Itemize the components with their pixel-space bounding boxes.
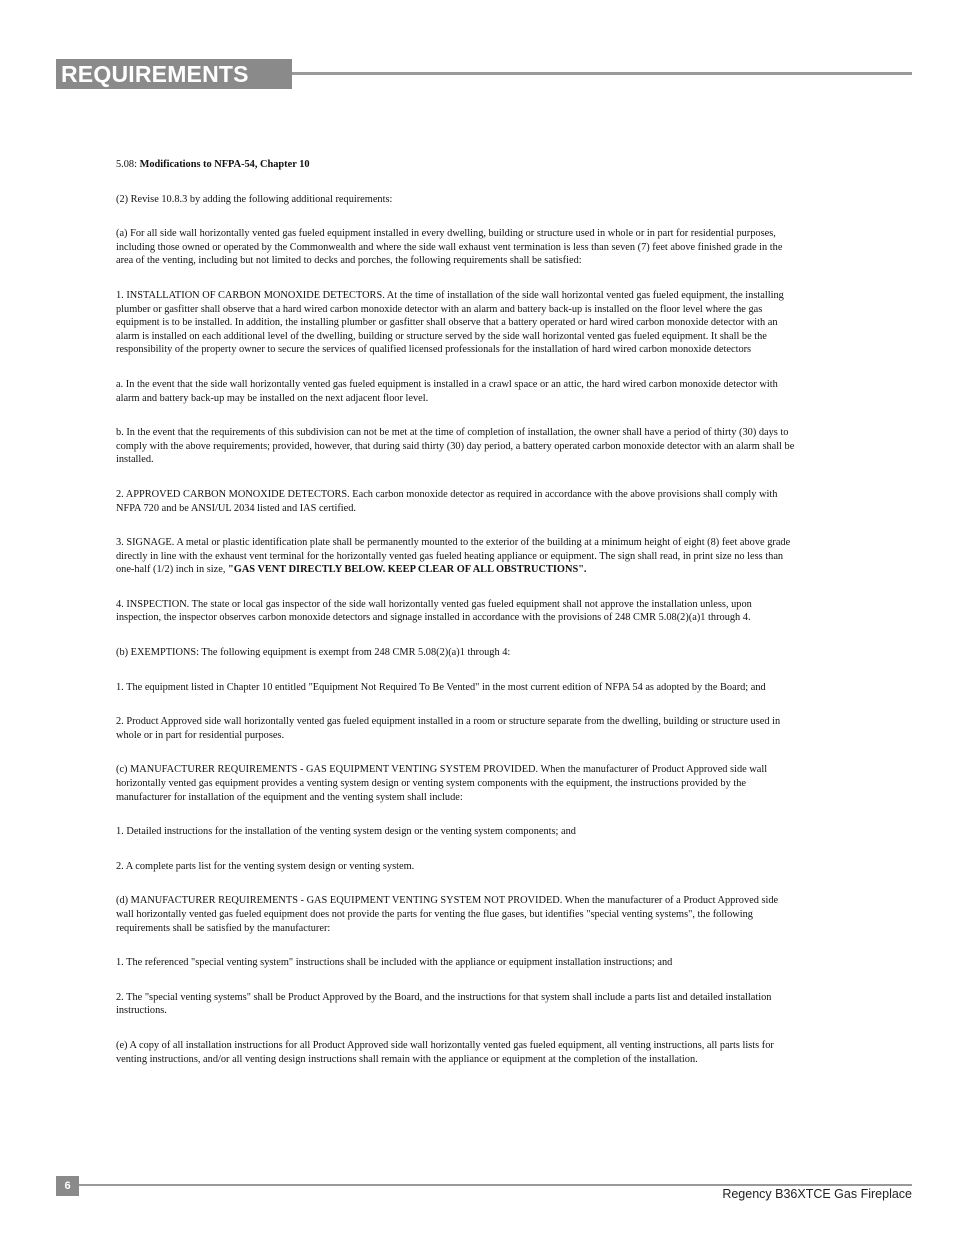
paragraph: 2. Product Approved side wall horizontally vented gas fueled equipment installed in a room or structure separate from the dwelling, building or structure used in whole or in part for residential purposes.: [116, 716, 781, 741]
section-title: Modifications to NFPA-54, Chapter 10: [139, 159, 310, 170]
paragraph: (e) A copy of all installation instructions for all Product Approved side wall horizontally vented gas fueled equipment, all venting instructions, all parts lists for venting instructions, and/or all venting design instructions shall remain with the appliance or equipment at the completion of the installation.: [116, 1039, 774, 1065]
footer-divider: [79, 1184, 912, 1186]
paragraph: (d) MANUFACTURER REQUIREMENTS - GAS EQUIPMENT VENTING SYSTEM NOT PROVIDED. When the manufacturer of a Product Approved side wall horizontally vented gas fueled equipment does not provide the parts for venting the flue gases, but identifies "special venting systems", the following requirements shall be satisfied by the manufacturer:: [116, 895, 779, 934]
paragraph: b. In the event that the requirements of this subdivision can not be met at the time of completion of installation, the owner shall have a period of thirty (30) days to comply with the above requirements; provided, however, that during said thirty (30) day period, a battery operated carbon monoxide detector with an alarm shall be installed.: [116, 427, 795, 466]
paragraph: a. In the event that the side wall horizontally vented gas fueled equipment is installed in a crawl space or an attic, the hard wired carbon monoxide detector with alarm and battery back-up may be installed on the next adjacent floor level.: [116, 378, 778, 404]
paragraph: 2. The "special venting systems" shall be Product Approved by the Board, and the instructions for that system shall include a parts list and detailed installation instructions.: [116, 991, 772, 1017]
paragraph: (a) For all side wall horizontally vented gas fueled equipment installed in every dwelling, building or structure used in whole or in part for residential purposes, including those owned or operated by the Commonwealth and where the side wall exhaust vent termination is less than seven (7) feet above finished grade in the area of the venting, including but not limited to decks and porches, the following requirements shall be satisfied:: [116, 228, 783, 267]
paragraph: 1. The equipment listed in Chapter 10 entitled "Equipment Not Required To Be Vented" in the most current edition of NFPA 54 as adopted by the Board; and: [116, 681, 766, 693]
document-body: [116, 158, 796, 1066]
document-title: Regency B36XTCE Gas Fireplace: [722, 1187, 912, 1201]
header-divider: [292, 72, 912, 75]
paragraph: 1. Detailed instructions for the installation of the venting system design or the venting system components; and: [116, 826, 576, 838]
paragraph: (c) MANUFACTURER REQUIREMENTS - GAS EQUIPMENT VENTING SYSTEM PROVIDED. When the manufacturer of Product Approved side wall horizontally vented gas equipment provides a venting system design or venting system components with the equipment, the instructions provided by the manufacturer for installation of the equipment and the venting system shall include:: [116, 764, 768, 803]
paragraph: 1. The referenced "special venting system" instructions shall be included with the appliance or equipment installation instructions; and: [116, 957, 673, 969]
paragraph: (b) EXEMPTIONS: The following equipment is exempt from 248 CMR 5.08(2)(a)1 through 4:: [116, 647, 511, 659]
paragraph: 4. INSPECTION. The state or local gas inspector of the side wall horizontally vented gas fueled equipment shall not approve the installation unless, upon inspection, the inspector observes carbon monoxide detectors and signage installed in accordance with the provisions of 248 CMR 5.08(2)(a)1 through 4.: [116, 598, 752, 624]
page-title: REQUIREMENTS: [56, 59, 292, 89]
page-number: 6: [56, 1176, 79, 1196]
section-number: 5.08:: [116, 159, 140, 170]
paragraph: 1. INSTALLATION OF CARBON MONOXIDE DETECTORS. At the time of installation of the side wall horizontal vented gas fueled equipment, the installing plumber or gasfitter shall observe that a hard wired carbon monoxide detector with an alarm and battery back-up is installed on the floor level where the gas equipment is to be installed. In addition, the installing plumber or gasfitter shall observe that a battery operated or hard wired carbon monoxide detector with an alarm is installed on each additional level of the dwelling, building or structure served by the side wall horizontal vented gas fueled equipment. It shall be the responsibility of the property owner to secure the services of qualified licensed professionals for the installation of hard wired carbon monoxide detectors: [116, 289, 784, 356]
paragraph: 2. A complete parts list for the venting system design or venting system.: [116, 860, 415, 872]
section-heading: [116, 158, 796, 172]
paragraph: 2. APPROVED CARBON MONOXIDE DETECTORS. Each carbon monoxide detector as required in accordance with the above provisions shall comply with NFPA 720 and be ANSI/UL 2034 listed and IAS certified.: [116, 488, 778, 514]
paragraph: (2) Revise 10.8.3 by adding the following additional requirements:: [116, 193, 393, 205]
signage-text: "GAS VENT DIRECTLY BELOW. KEEP CLEAR OF ALL OBSTRUCTIONS".: [228, 564, 587, 576]
paragraph: [116, 536, 796, 577]
paragraph-text: 3. SIGNAGE. A metal or plastic identification plate shall be permanently mounted to the exterior of the building at a minimum height of eight (8) feet above grade directly in line with the exhaust vent terminal for the horizontally vented gas fueled heating appliance or equipment. The sign shall read, in print size no less than one-half (1/2) inch in size,: [116, 537, 791, 576]
